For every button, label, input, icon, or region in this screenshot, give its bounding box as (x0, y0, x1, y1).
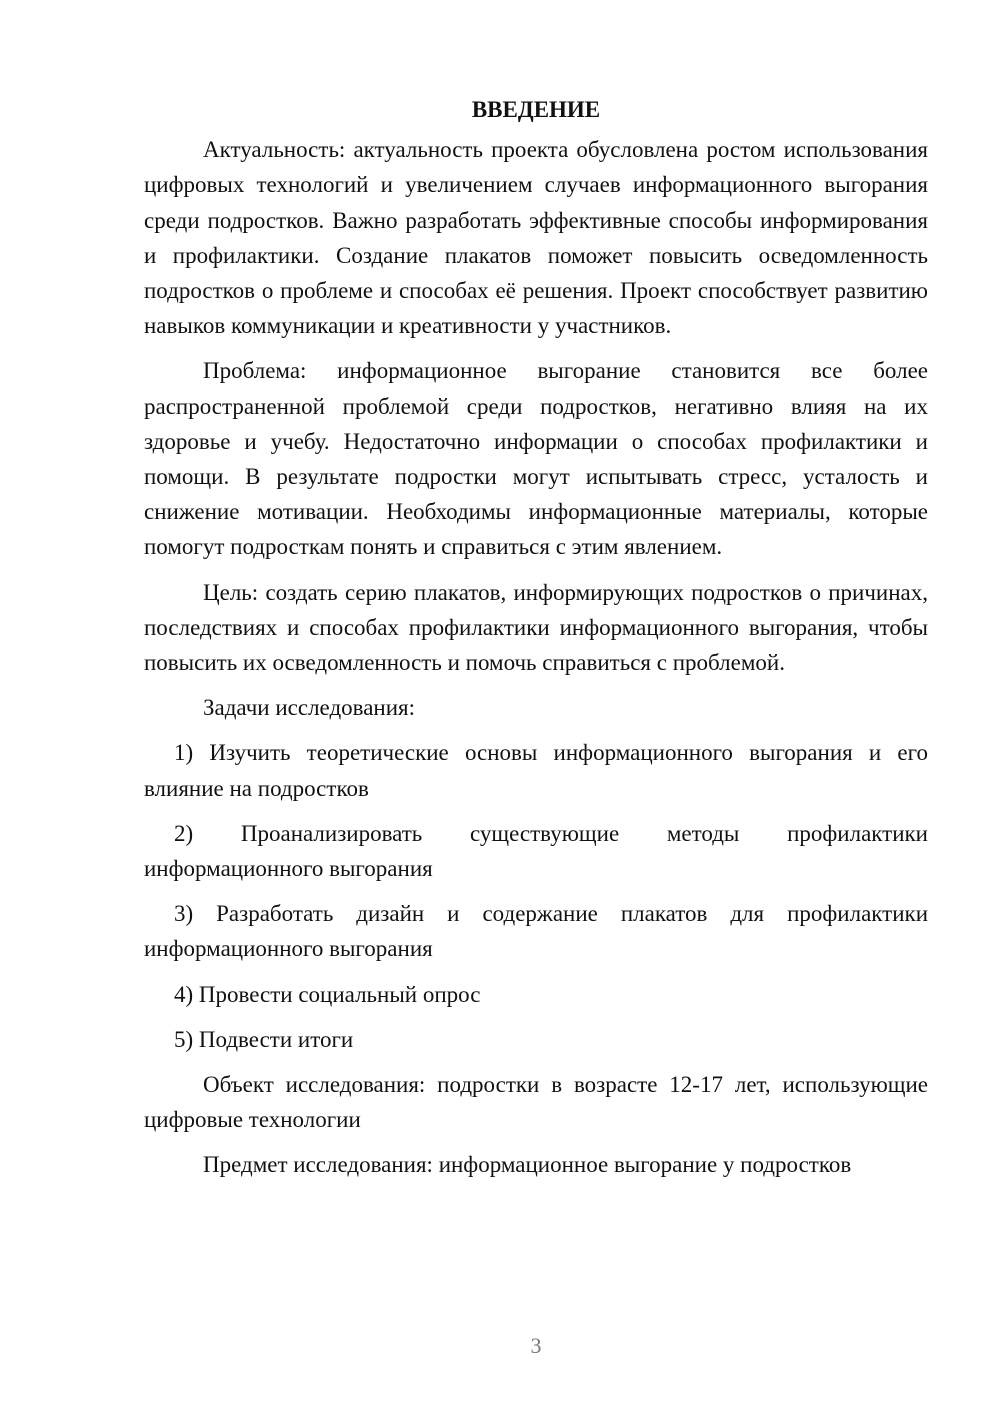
paragraph-relevance: Актуальность: актуальность проекта обусловлена ростом использования цифровых технологий и увеличением случаев информационного выгорания среди подростков. Важно разработать эффективные способы информирования и профилактики. Создание плакатов поможет повысить осведомленность подростков о проблеме и способах её решения. Проект способствует развитию навыков коммуникации и креативности у участников. (144, 137, 928, 339)
paragraph-subject: Предмет исследования: информационное выгорание у подростков (203, 1152, 852, 1178)
task-item-2: 2) Проанализировать существующие методы профилактики информационного выгорания (144, 820, 928, 882)
task-item-1: 1) Изучить теоретические основы информационного выгорания и его влияние на подростков (144, 740, 928, 801)
task-item-4: 4) Провести социальный опрос (174, 981, 481, 1007)
paragraph-goal: Цель: создать серию плакатов, информирующих подростков о причинах, последствиях и способах профилактики информационного выгорания, чтобы повысить их осведомленность и помочь справиться с проблемой. (144, 579, 928, 676)
page-content (144, 92, 928, 1193)
paragraph-object: Объект исследования: подростки в возрасте 12-17 лет, использующие цифровые технологии (144, 1072, 928, 1133)
section-title: ВВЕДЕНИЕ (471, 97, 601, 122)
tasks-heading: Задачи исследования: (203, 695, 416, 721)
page-number: 3 (530, 1333, 542, 1358)
task-item-5: 5) Подвести итоги (174, 1026, 354, 1052)
paragraph-problem: Проблема: информационное выгорание становится все более распространенной проблемой среди подростков, негативно влияя на их здоровье и учебу. Недостаточно информации о способах профилактики и помощи. В результате подростки могут испытывать стресс, усталость и снижение мотивации. Необходимы информационные материалы, которые помогут подросткам понять и справиться с этим явлением. (144, 358, 928, 560)
task-item-3: 3) Разработать дизайн и содержание плакатов для профилактики информационного выгорания (144, 901, 928, 962)
